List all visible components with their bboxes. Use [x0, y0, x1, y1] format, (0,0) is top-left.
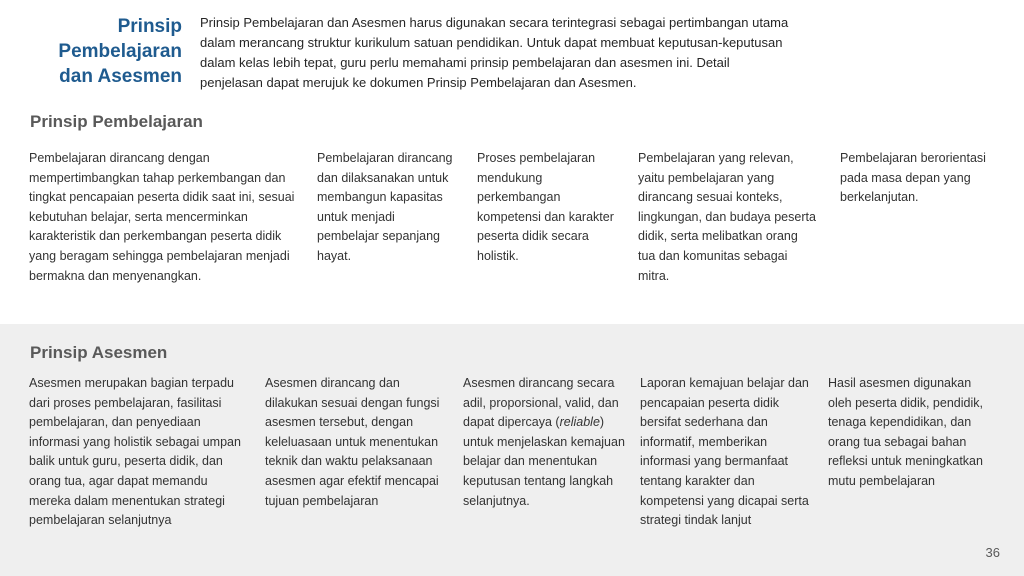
asesmen-principle-1: Asesmen merupakan bagian terpadu dari proses pembelajaran, fasilitasi pembelajaran, dan penyediaan informasi yang holistik sebagai umpan balik untuk guru, peserta didik, dan orang tua, agar dapat memandu mereka dalam menentukan strategi pembelajaran selanjutnya [29, 376, 241, 528]
asesmen-principle-2: Asesmen dirancang dan dilakukan sesuai dengan fungsi asesmen tersebut, dengan keleluasaan untuk menentukan teknik dan waktu pelaksanaan asesmen agar efektif mencapai tujuan pembelajaran [265, 376, 440, 508]
slide-title-line-2: Pembelajaran [58, 41, 182, 62]
pembelajaran-principle-1: Pembelajaran dirancang dengan mempertimbangkan tahap perkembangan dan tingkat pencapaian peserta didik saat ini, sesuai kebutuhan belajar, serta mencerminkan karakteristik dan perkembangan peserta didik yang beragam sehingga pembelajaran menjadi bermakna dan menyenangkan. [29, 151, 295, 283]
slide-title [20, 14, 182, 89]
pembelajaran-principle-5: Pembelajaran berorientasi pada masa depan yang berkelanjutan. [840, 151, 986, 205]
pembelajaran-principle-3: Proses pembelajaran mendukung perkembangan kompetensi dan karakter peserta didik secara holistik. [477, 151, 614, 263]
page-number: 36 [985, 545, 1000, 560]
asesmen-principle-3 [463, 374, 625, 511]
pembelajaran-principle-2: Pembelajaran dirancang dan dilaksanakan untuk membangun kapasitas untuk menjadi pembelajar sepanjang hayat. [317, 151, 453, 263]
section-title-asesmen: Prinsip Asesmen [30, 343, 168, 362]
asesmen-principle-5: Hasil asesmen digunakan oleh peserta didik, pendidik, tenaga kependidikan, dan orang tua sebagai bahan refleksi untuk meningkatkan mutu pembelajaran [828, 376, 983, 488]
pembelajaran-principle-4: Pembelajaran yang relevan, yaitu pembelajaran yang dirancang sesuai konteks, lingkungan, dan budaya peserta didik, serta melibatkan orang tua dan komunitas sebagai mitra. [638, 151, 816, 283]
asesmen-principle-4: Laporan kemajuan belajar dan pencapaian peserta didik bersifat sederhana dan informatif, memberikan informasi yang bermanfaat tentang karakter dan kompetensi yang dicapai serta strategi tindak lanjut [640, 376, 809, 528]
section-prinsip-pembelajaran [0, 106, 1024, 324]
slide-title-line-1: Prinsip [117, 16, 182, 37]
intro-paragraph: Prinsip Pembelajaran dan Asesmen harus digunakan secara terintegrasi sebagai pertimbangan utama dalam merancang struktur kurikulum satuan pendidikan. Untuk dapat membuat keputusan-keputusan dalam kelas lebih tepat, guru perlu memahami prinsip pembelajaran dan asesmen ini. Detail penjelasan dapat merujuk ke dokumen Prinsip Pembelajaran dan Asesmen. [200, 15, 789, 90]
slide-header [0, 0, 1024, 100]
section-prinsip-asesmen [0, 324, 1024, 576]
asesmen-principle-3-part-1: Asesmen dirancang secara adil, proporsional, valid, dan dapat dipercaya ( [463, 376, 619, 430]
section-title-pembelajaran: Prinsip Pembelajaran [30, 112, 203, 131]
asesmen-principle-3-part-2: ) untuk menjelaskan kemajuan belajar dan menentukan keputusan tentang langkah selanjutnya. [463, 415, 625, 508]
asesmen-principle-3-italic: reliable [559, 415, 600, 430]
slide-title-line-3: dan Asesmen [59, 66, 182, 87]
